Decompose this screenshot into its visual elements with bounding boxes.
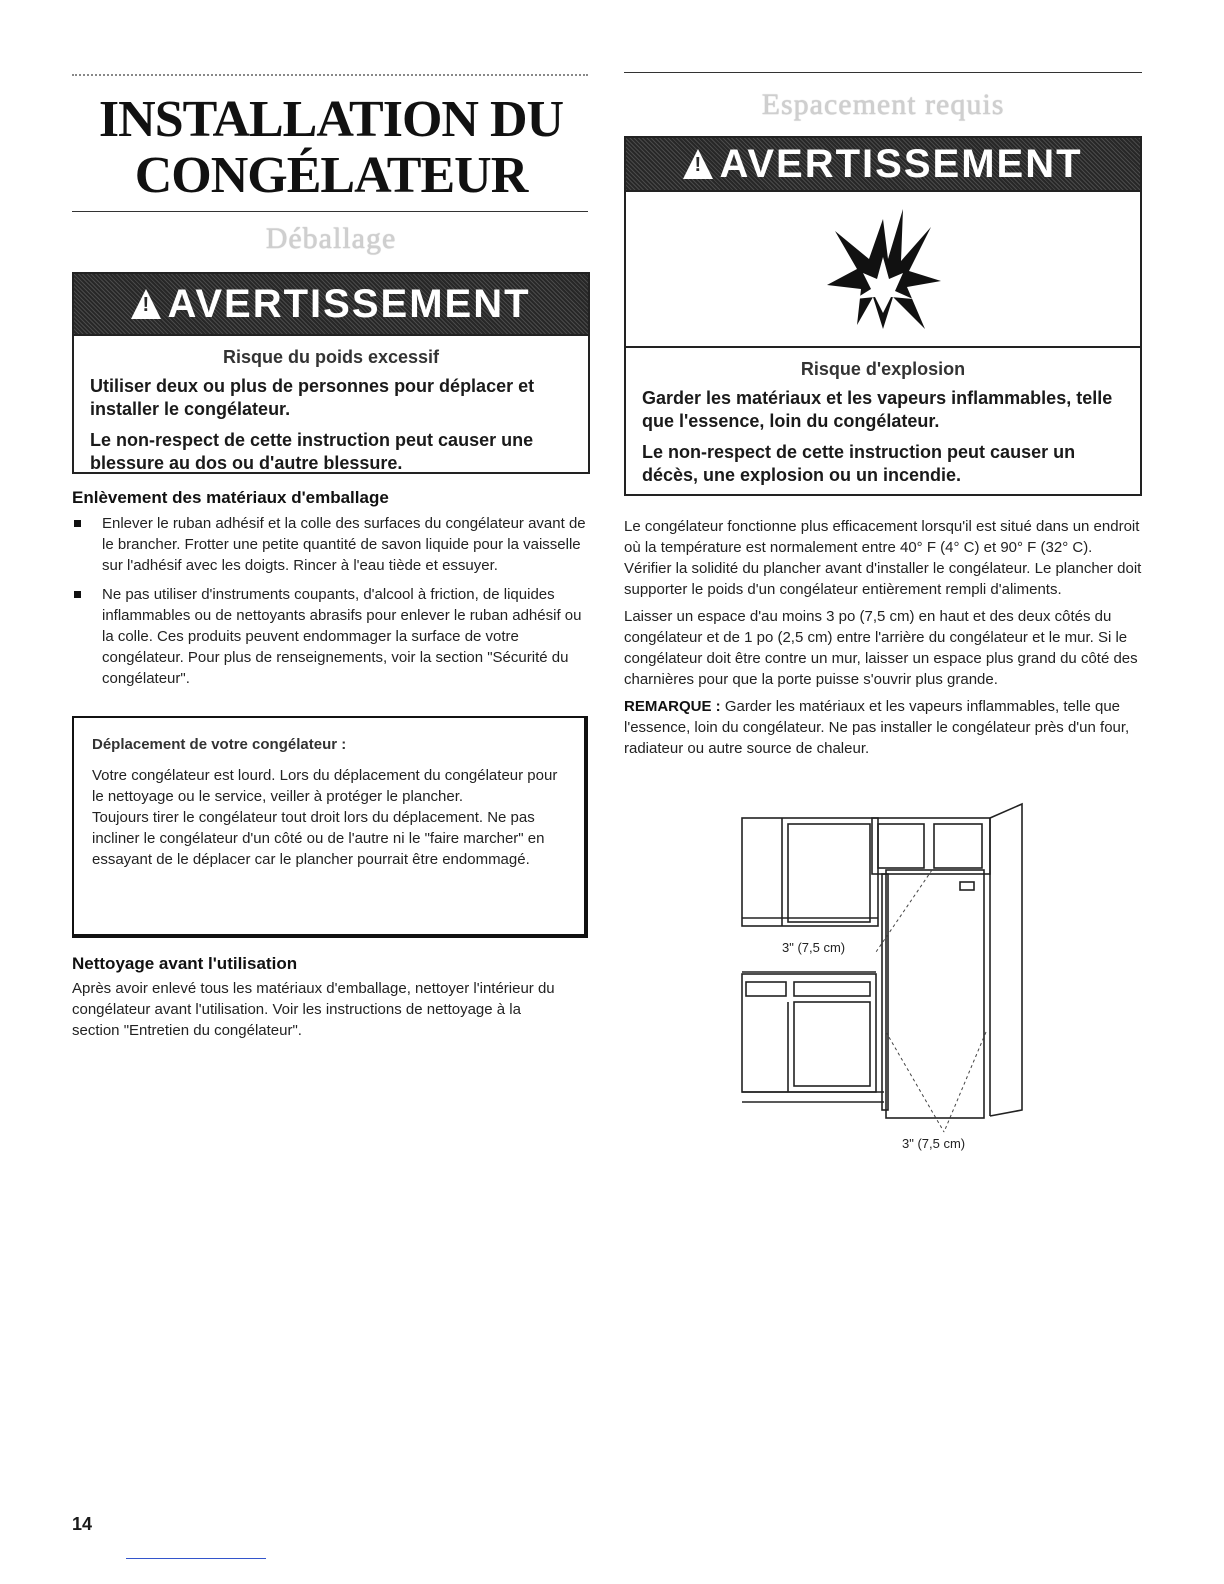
top-rule-right — [624, 72, 1142, 73]
moving-box-para1: Votre congélateur est lourd. Lors du déplacement du congélateur pour le nettoyage ou le service, veiller à protéger le plancher. — [92, 767, 558, 805]
clearance-top-label: 3" (7,5 cm) — [782, 940, 846, 955]
cleaning-text — [72, 978, 562, 1047]
list-item: Ne pas utiliser d'instruments coupants, d'alcool à friction, de liquides inflammables ou de nettoyants abrasifs pour enlever le ruban adhésif ou la colle. Ces produits peuvent endommager la surface de votre congélateur. Pour plus de renseignements, voir la section "Sécurité du congélateur". — [72, 584, 588, 689]
top-rule-left — [72, 74, 588, 76]
warning-consequence: Le non-respect de cette instruction peut causer un décès, une explosion ou un incendie. — [642, 442, 1076, 485]
note-label: REMARQUE : — [624, 698, 721, 715]
removal-heading: Enlèvement des matériaux d'emballage — [72, 488, 389, 507]
warning-word: AVERTISSEMENT — [167, 281, 531, 326]
removal-bullet-list — [72, 513, 588, 697]
note-text: Garder les matériaux et les vapeurs inflammables, telle que l'essence, loin du congélateur. Ne pas installer le congélateur près d'un four, radiateur ou autre source de chaleur. — [624, 698, 1130, 757]
page-title-line1: INSTALLATION DU — [98, 91, 564, 148]
page-title-line2: CONGÉLATEUR — [134, 147, 528, 204]
moving-freezer-box — [72, 716, 588, 938]
list-item: Enlever le ruban adhésif et la colle des surfaces du congélateur avant de le brancher. Frotter une petite quantité de savon liquide pour la vaisselle sur l'adhésif avec les doigts. Rincer à l'eau tiède et essuyer. — [72, 513, 588, 576]
section-rule-left — [72, 211, 588, 212]
page-number: 14 — [72, 1514, 93, 1534]
section-title-deballage: Déballage — [265, 222, 397, 255]
explosion-icon — [813, 199, 953, 339]
warning-triangle-icon — [131, 289, 161, 319]
spacing-paragraph-1: Le congélateur fonctionne plus efficacement lorsqu'il est situé dans un endroit où la température est normalement entre 40° F (4° C) et 90° F (32° C). Vérifier la solidité du plancher avant d'installer le congélateur. Le plancher doit supporter le poids d'un congélateur entièrement rempli d'aliments. — [624, 518, 1142, 598]
spacing-note — [624, 696, 1142, 759]
clearance-diagram — [736, 796, 1036, 1160]
warning-instruction: Utiliser deux ou plus de personnes pour déplacer et installer le congélateur. — [90, 376, 535, 419]
footer-link-rule — [126, 1558, 266, 1559]
warning-instruction: Garder les matériaux et les vapeurs inflammables, telle que l'essence, loin du congélateur. — [642, 388, 1113, 431]
warning-risk: Risque du poids excessif — [222, 347, 440, 367]
moving-box-para2: Toujours tirer le congélateur tout droit lors du déplacement. Ne pas incliner le congélateur d'un côté ou de l'autre ni le "faire marcher" en essayant de le déplacer car le plancher pourrait être endommagé. — [92, 809, 545, 868]
warning-risk: Risque d'explosion — [800, 359, 966, 379]
clearance-bottom-label: 3" (7,5 cm) — [902, 1136, 966, 1151]
warning-header — [626, 138, 1140, 192]
cleaning-paragraph: Après avoir enlevé tous les matériaux d'emballage, nettoyer l'intérieur du congélateur avant l'utilisation. Voir les instructions de nettoyage à la section "Entretien du congélateur". — [72, 980, 555, 1039]
spacing-paragraph-2: Laisser un espace d'au moins 3 po (7,5 cm) en haut et des deux côtés du congélateur et de 1 po (2,5 cm) entre l'arrière du congélateur et le mur. Si le congélateur doit être contre un mur, laisser un espace plus grand du côté des charnières pour que la porte puisse s'ouvrir plus grande. — [624, 608, 1138, 688]
page-title — [72, 92, 590, 204]
spacing-text — [624, 516, 1142, 765]
warning-header — [74, 274, 588, 336]
explosion-symbol-area — [626, 192, 1140, 348]
warning-body — [74, 336, 588, 485]
warning-triangle-icon — [683, 149, 713, 179]
explosion-warning-box — [624, 136, 1142, 496]
weight-warning-box — [72, 272, 590, 474]
section-title-espacement: Espacement requis — [761, 88, 1005, 121]
moving-box-title: Déplacement de votre congélateur : — [92, 736, 347, 753]
cleaning-heading: Nettoyage avant l'utilisation — [72, 954, 298, 973]
warning-word: AVERTISSEMENT — [719, 141, 1083, 186]
warning-body — [626, 348, 1140, 497]
warning-consequence: Le non-respect de cette instruction peut causer une blessure au dos ou d'autre blessure. — [90, 430, 534, 473]
